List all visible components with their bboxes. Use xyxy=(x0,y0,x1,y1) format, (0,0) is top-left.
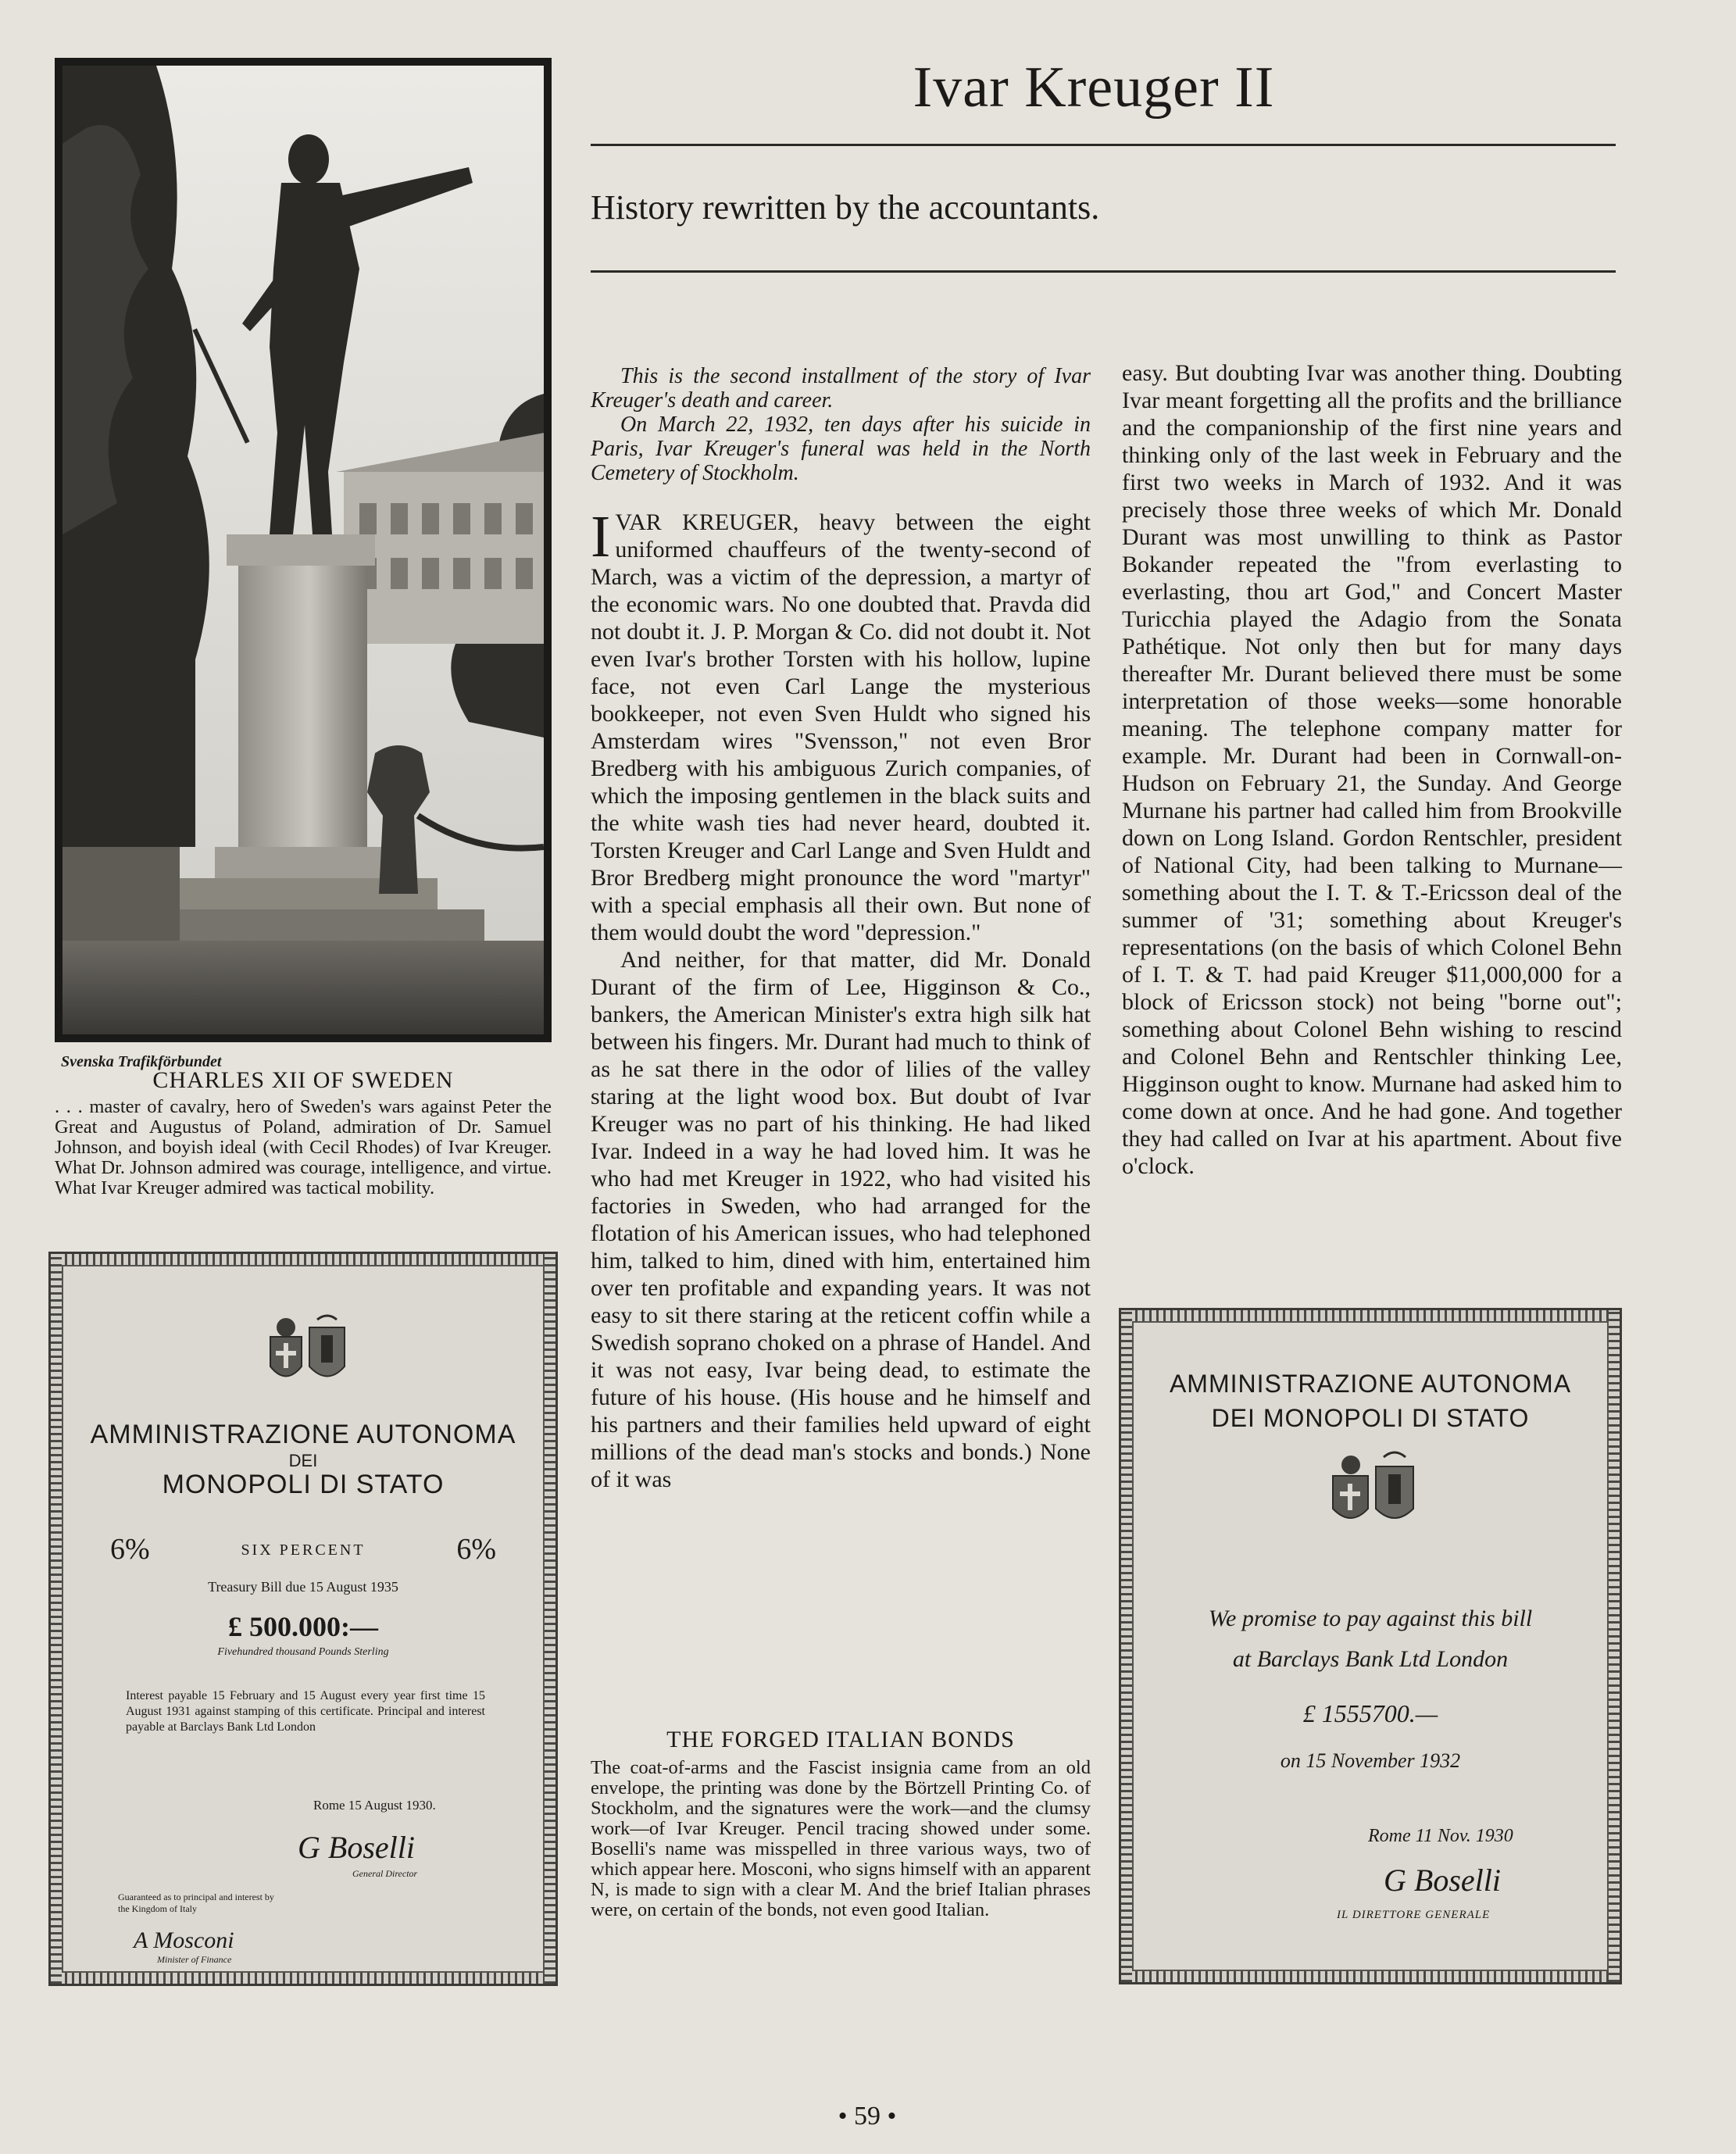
photo-title: CHARLES XII OF SWEDEN xyxy=(152,1067,454,1093)
paragraph-1-text: VAR KREUGER, heavy between the eight uniformed chauffeurs of the twenty-second of March, was a victim of the depression, a martyr of the economic wars. No one doubted that. Pravda did not doubt it. J. P. Morgan & Co. did not doubt it. Not even Ivar's brother Torsten with his hollow, lupine face, not even Carl Lange the mysterious bookkeeper, not even Sven Huldt who signed his Amsterdam wires "Svensson," not even Bror Bredberg with his ambiguous Zurich companies, of which the imposing gentlemen in the black suits and the white wash ties had never heard, doubted it. Torsten Kreuger and Carl Lange and Sven Huldt and Bror Bredberg might pronounce the word "martyr" with a special emphasis all their own. But none of them would doubt the word "depression." xyxy=(591,509,1091,945)
bond-left xyxy=(48,1252,558,1986)
bond-amount: £ 1555700.— xyxy=(1302,1699,1438,1727)
bond-inner xyxy=(1132,1321,1609,1971)
coat-of-arms-icon xyxy=(259,1312,352,1398)
article-subtitle: History rewritten by the accountants. xyxy=(591,188,1100,227)
title-rule-top xyxy=(591,144,1616,146)
bond-issuer-line1: AMMINISTRAZIONE AUTONOMA xyxy=(1169,1370,1572,1398)
bond-border-left xyxy=(51,1254,62,1984)
bond-right xyxy=(1119,1308,1622,1984)
bond-signature-title: IL DIRETTORE GENERALE xyxy=(1337,1909,1491,1921)
bond-border-right xyxy=(1609,1310,1620,1982)
coat-of-arms-icon xyxy=(1321,1448,1423,1541)
bond-border-left xyxy=(1121,1310,1132,1982)
article-paragraph-2: And neither, for that matter, did Mr. Donald Durant of the firm of Lee, Higginson & Co., bankers, the American Minister's extra high silk hat between his fingers. Mr. Durant had much to think of as he sat there in the odor of lilies of the valley staring at the light wood box. But doubt of Ivar Kreuger was no part of his thinking. He had liked Ivar. Indeed in a way he had loved him. It was he who had met Kreuger in 1922, who had visited his factories in Sweden, who had arranged for the flotation of his American issues, who had telephoned him, talked to him, dined with him, entertained him over ten profitable and expanding years. It was not easy to sit there staring at the reticent coffin while a Swedish soprano choked on a phrase of Handel. And it was not easy, Ivar being dead, to estimate the future of his house. (His house and he himself and his partners and their families held upward of eight millions of the dead man's stocks and bonds.) None of it was xyxy=(591,947,1091,1492)
statue-photo xyxy=(55,58,552,1042)
intro-paragraph-2: On March 22, 1932, ten days after his suicide in Paris, Ivar Kreuger's funeral was held in the North Cemetery of Stockholm. xyxy=(591,413,1091,485)
article-column-middle xyxy=(591,364,1091,1493)
bond-border-right xyxy=(545,1254,555,1984)
bond-border-bottom xyxy=(51,1973,555,1984)
section-heading: THE FORGED ITALIAN BONDS xyxy=(666,1727,1015,1752)
section-caption: The coat-of-arms and the Fascist insignia came from an old envelope, the printing was done by the Börtzell Printing Co. of Stockholm, and the signatures were the work—and the clumsy work—of Ivar Kreuger. Pencil tracing showed under some. Boselli's name was misspelled in three various ways, two of which appear here. Mosconi, who signs himself with an apparent N, is made to sign with a clear M. And the brief Italian phrases were, on certain of the bonds, not even good Italian. xyxy=(591,1757,1091,1920)
statue-illustration xyxy=(63,66,544,1034)
bond-issuer-line3: MONOPOLI DI STATO xyxy=(162,1470,445,1499)
bond-treasury: Treasury Bill due 15 August 1935 xyxy=(208,1579,398,1595)
bond-guarantee: Guaranteed as to principal and interest by the Kingdom of Italy xyxy=(118,1891,274,1914)
bond-inner xyxy=(62,1265,545,1973)
bond-due-date: on 15 November 1932 xyxy=(1280,1749,1461,1772)
drop-cap: I xyxy=(591,504,611,570)
bond-date: Rome 11 Nov. 1930 xyxy=(1368,1826,1513,1846)
bond-promise-line1: We promise to pay against this bill xyxy=(1208,1606,1533,1631)
bond-signature: G Boselli xyxy=(298,1830,415,1865)
bond-issuer-line2: DEI MONOPOLI DI STATO xyxy=(1211,1404,1530,1432)
title-rule-bottom xyxy=(591,270,1616,273)
photo-caption: . . . master of cavalry, hero of Sweden's wars against Peter the Great and Augustus of Poland, admiration of Dr. Samuel Johnson, and boyish ideal (with Cecil Rhodes) of Ivar Kreuger. What Dr. Johnson admired was courage, intelligence, and virtue. What Ivar Kreuger admired was tactical mobility. xyxy=(55,1096,552,1198)
bond-rate-text: SIX PERCENT xyxy=(241,1541,366,1559)
article-column-right xyxy=(1122,359,1622,1180)
intro-paragraph-1: This is the second installment of the story of Ivar Kreuger's death and career. xyxy=(591,364,1091,413)
bond-amount: £ 500.000:— xyxy=(228,1611,378,1642)
bond-signature: G Boselli xyxy=(1384,1863,1501,1898)
bond-promise-line2: at Barclays Bank Ltd London xyxy=(1232,1646,1509,1672)
page-number: • 59 • xyxy=(838,2102,897,2131)
article-paragraph-1 xyxy=(591,504,1091,946)
bond-signature-2: A Mosconi xyxy=(134,1927,234,1953)
bond-border-bottom xyxy=(1121,1971,1620,1982)
bond-signature-title: General Director xyxy=(352,1868,418,1879)
bond-date: Rome 15 August 1930. xyxy=(313,1798,436,1813)
article-paragraph-3: easy. But doubting Ivar was another thing. Doubting Ivar meant forgetting all the profits and the brilliance and the companionship of the first nine years and thinking only of the last week in February and the first two weeks in March of 1932. And it was precisely those three weeks of which Mr. Donald Durant was most unwilling to think as Pastor Bokander repeated the "from everlasting to everlasting, thou art God," and Concert Master Turicchia played the Adagio from the Sonata Pathétique. Not only then but for many days thereafter Mr. Durant believed there must be some interpretation of those weeks—some honorable meaning. The telephone company matter for example. Mr. Durant had been in Cornwall-on-Hudson on February 21, the Sunday. And George Murnane his partner had called him from Brookville down on Long Island. Gordon Rentschler, president of National City, had been talking to Murnane—something about the I. T. & T.-Ericsson deal of the summer of '31; something about Kreuger's representations (on the basis of which Colonel Behn of I. T. & T. had paid Kreuger $11,000,000 for a block of Ericsson stock) not being "borne out"; something about Colonel Behn wishing to rescind and Colonel Behn and Rentschler thinking Lee, Higginson ought to know. Murnane had asked him to come down at once. And he had gone. And together they had called on Ivar at his apartment. About five o'clock. xyxy=(1122,360,1622,1179)
bond-amount-words: Fivehundred thousand Pounds Sterling xyxy=(217,1646,389,1658)
bond-signature-2-title: Minister of Finance xyxy=(157,1954,232,1965)
bond-issuer-line2: DEI xyxy=(288,1451,318,1470)
bond-rate-right: 6% xyxy=(456,1533,496,1566)
bond-border-top xyxy=(51,1254,555,1265)
photo-credit: Svenska Trafikförbundet xyxy=(61,1053,222,1070)
bond-issuer-line1: AMMINISTRAZIONE AUTONOMA xyxy=(90,1420,516,1449)
bond-border-top xyxy=(1121,1310,1620,1321)
bond-terms: Interest payable 15 February and 15 August every year first time 15 August 1931 against stamping of this certificate. Principal and interest payable at Barclays Bank Ltd London xyxy=(126,1689,485,1734)
article-title: Ivar Kreuger II xyxy=(913,55,1275,120)
bond-rate-left: 6% xyxy=(110,1533,150,1566)
